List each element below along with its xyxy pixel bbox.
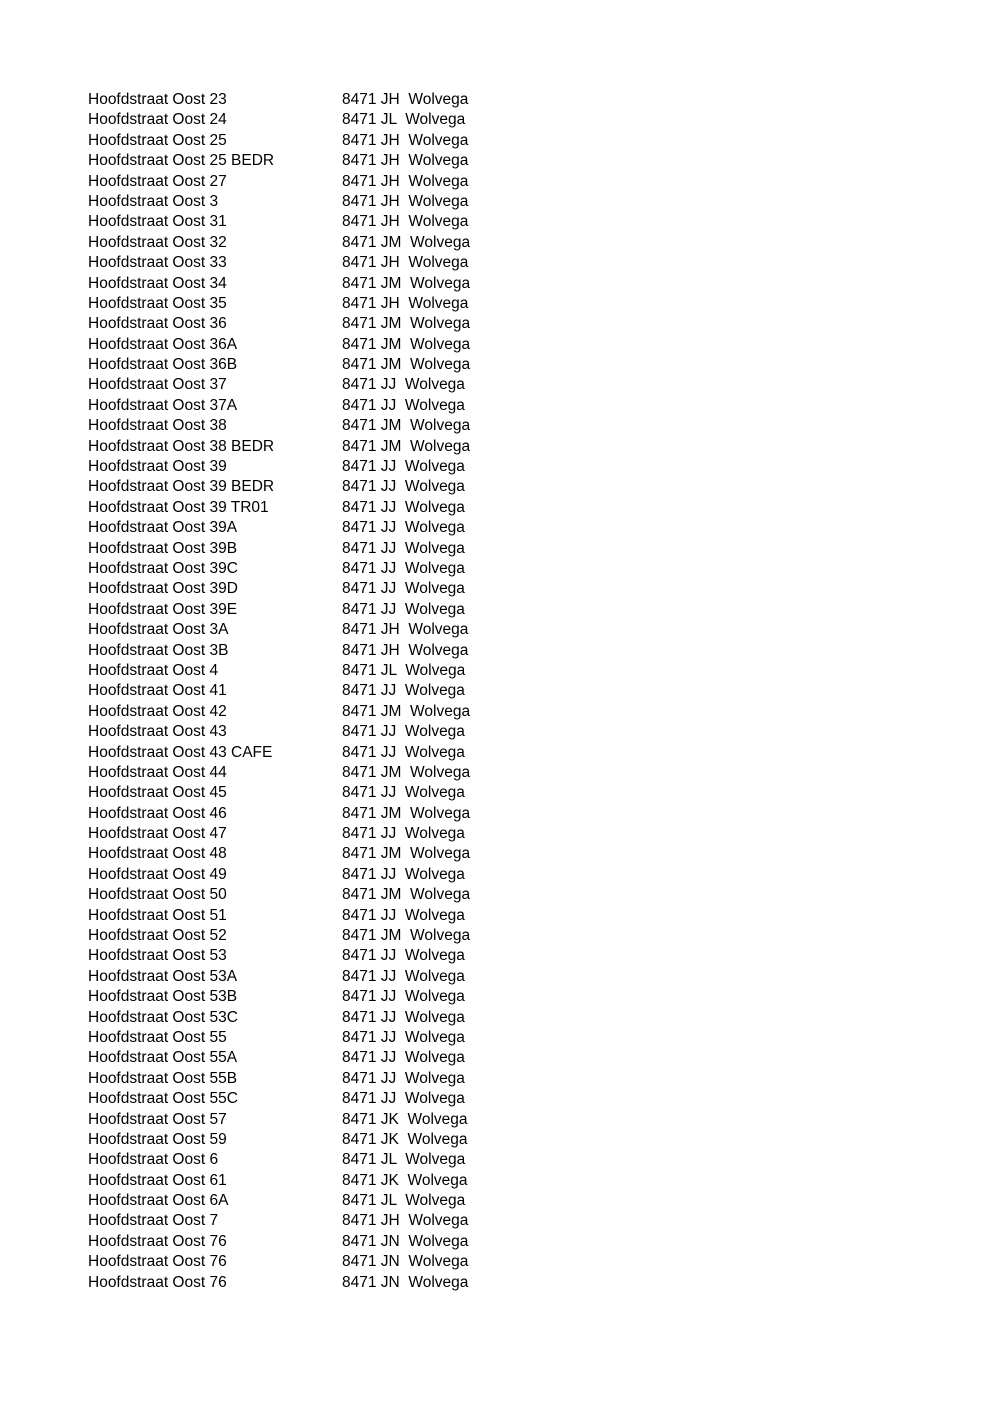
- address-row: [88, 1089, 470, 1109]
- postcode-city: 8471 JM Wolvega: [342, 845, 471, 863]
- address-row: [88, 498, 470, 518]
- address-row: [88, 987, 470, 1007]
- postcode-city: 8471 JL Wolvega: [342, 661, 466, 679]
- street-address: Hoofdstraat Oost 36: [88, 315, 227, 333]
- postcode-city: 8471 JM Wolvega: [342, 927, 471, 945]
- address-row: [88, 967, 470, 987]
- address-row: [88, 1110, 470, 1130]
- address-row: [88, 539, 470, 559]
- street-address: Hoofdstraat Oost 55: [88, 1028, 227, 1046]
- postcode-city: 8471 JJ Wolvega: [342, 723, 465, 741]
- address-row: [88, 1150, 470, 1170]
- street-address: Hoofdstraat Oost 6: [88, 1151, 219, 1169]
- address-row: [88, 335, 470, 355]
- street-address: Hoofdstraat Oost 41: [88, 682, 227, 700]
- postcode-city: 8471 JJ Wolvega: [342, 1008, 465, 1026]
- street-address: Hoofdstraat Oost 33: [88, 254, 227, 272]
- address-row: [88, 620, 470, 640]
- address-row: [88, 253, 470, 273]
- postcode-city: 8471 JH Wolvega: [342, 641, 469, 659]
- address-row: [88, 1211, 470, 1231]
- postcode-city: 8471 JJ Wolvega: [342, 865, 465, 883]
- address-row: [88, 1008, 470, 1028]
- street-address: Hoofdstraat Oost 37: [88, 376, 227, 394]
- address-row: [88, 355, 470, 375]
- street-address: Hoofdstraat Oost 61: [88, 1171, 227, 1189]
- address-row: [88, 1028, 470, 1048]
- address-row: [88, 131, 470, 151]
- address-row: [88, 743, 470, 763]
- address-row: [88, 110, 470, 130]
- address-row: [88, 294, 470, 314]
- street-address: Hoofdstraat Oost 42: [88, 702, 227, 720]
- street-address: Hoofdstraat Oost 34: [88, 274, 227, 292]
- address-row: [88, 274, 470, 294]
- street-address: Hoofdstraat Oost 55C: [88, 1090, 238, 1108]
- street-address: Hoofdstraat Oost 38 BEDR: [88, 437, 275, 455]
- street-address: Hoofdstraat Oost 39 BEDR: [88, 478, 275, 496]
- address-row: [88, 946, 470, 966]
- address-row: [88, 1130, 470, 1150]
- postcode-city: 8471 JJ Wolvega: [342, 743, 465, 761]
- address-row: [88, 559, 470, 579]
- street-address: Hoofdstraat Oost 53: [88, 947, 227, 965]
- street-address: Hoofdstraat Oost 36A: [88, 335, 238, 353]
- postcode-city: 8471 JH Wolvega: [342, 254, 469, 272]
- postcode-city: 8471 JH Wolvega: [342, 213, 469, 231]
- postcode-city: 8471 JM Wolvega: [342, 356, 471, 374]
- street-address: Hoofdstraat Oost 43: [88, 723, 227, 741]
- address-row: [88, 212, 470, 232]
- street-address: Hoofdstraat Oost 39 TR01: [88, 498, 269, 516]
- street-address: Hoofdstraat Oost 50: [88, 886, 227, 904]
- postcode-city: 8471 JJ Wolvega: [342, 376, 465, 394]
- postcode-city: 8471 JM Wolvega: [342, 335, 471, 353]
- address-row: [88, 172, 470, 192]
- address-row: [88, 518, 470, 538]
- street-address: Hoofdstraat Oost 76: [88, 1273, 227, 1291]
- postcode-city: 8471 JM Wolvega: [342, 437, 471, 455]
- postcode-city: 8471 JJ Wolvega: [342, 784, 465, 802]
- address-row: [88, 702, 470, 722]
- postcode-city: 8471 JH Wolvega: [342, 192, 469, 210]
- postcode-city: 8471 JH Wolvega: [342, 172, 469, 190]
- street-address: Hoofdstraat Oost 3A: [88, 621, 229, 639]
- postcode-city: 8471 JJ Wolvega: [342, 580, 465, 598]
- street-address: Hoofdstraat Oost 27: [88, 172, 227, 190]
- address-row: [88, 396, 470, 416]
- address-row: [88, 416, 470, 436]
- address-row: [88, 641, 470, 661]
- postcode-city: 8471 JM Wolvega: [342, 804, 471, 822]
- address-row: [88, 681, 470, 701]
- street-address: Hoofdstraat Oost 43 CAFE: [88, 743, 273, 761]
- address-row: [88, 1252, 470, 1272]
- postcode-city: 8471 JJ Wolvega: [342, 458, 465, 476]
- address-row: [88, 844, 470, 864]
- street-address: Hoofdstraat Oost 31: [88, 213, 227, 231]
- postcode-city: 8471 JM Wolvega: [342, 702, 471, 720]
- street-address: Hoofdstraat Oost 47: [88, 825, 227, 843]
- street-address: Hoofdstraat Oost 3B: [88, 641, 229, 659]
- street-address: Hoofdstraat Oost 39: [88, 458, 227, 476]
- postcode-city: 8471 JJ Wolvega: [342, 825, 465, 843]
- street-address: Hoofdstraat Oost 55A: [88, 1049, 238, 1067]
- postcode-city: 8471 JM Wolvega: [342, 886, 471, 904]
- postcode-city: 8471 JJ Wolvega: [342, 1090, 465, 1108]
- street-address: Hoofdstraat Oost 46: [88, 804, 227, 822]
- street-address: Hoofdstraat Oost 25: [88, 131, 227, 149]
- street-address: Hoofdstraat Oost 39E: [88, 600, 238, 618]
- address-row: [88, 824, 470, 844]
- postcode-city: 8471 JJ Wolvega: [342, 1049, 465, 1067]
- street-address: Hoofdstraat Oost 53B: [88, 988, 238, 1006]
- postcode-city: 8471 JK Wolvega: [342, 1171, 468, 1189]
- street-address: Hoofdstraat Oost 39B: [88, 539, 238, 557]
- address-row: [88, 151, 470, 171]
- postcode-city: 8471 JN Wolvega: [342, 1253, 469, 1271]
- street-address: Hoofdstraat Oost 76: [88, 1232, 227, 1250]
- postcode-city: 8471 JH Wolvega: [342, 152, 469, 170]
- address-row: [88, 906, 470, 926]
- address-row: [88, 579, 470, 599]
- address-row: [88, 1171, 470, 1191]
- postcode-city: 8471 JH Wolvega: [342, 294, 469, 312]
- postcode-city: 8471 JL Wolvega: [342, 1192, 466, 1210]
- postcode-city: 8471 JJ Wolvega: [342, 600, 465, 618]
- address-row: [88, 192, 470, 212]
- address-row: [88, 722, 470, 742]
- address-row: [88, 661, 470, 681]
- address-row: [88, 477, 470, 497]
- postcode-city: 8471 JJ Wolvega: [342, 478, 465, 496]
- postcode-city: 8471 JM Wolvega: [342, 274, 471, 292]
- street-address: Hoofdstraat Oost 6A: [88, 1192, 229, 1210]
- address-row: [88, 314, 470, 334]
- address-row: [88, 763, 470, 783]
- street-address: Hoofdstraat Oost 51: [88, 906, 227, 924]
- street-address: Hoofdstraat Oost 52: [88, 927, 227, 945]
- street-address: Hoofdstraat Oost 39D: [88, 580, 238, 598]
- address-row: [88, 600, 470, 620]
- postcode-city: 8471 JJ Wolvega: [342, 539, 465, 557]
- postcode-city: 8471 JL Wolvega: [342, 1151, 466, 1169]
- postcode-city: 8471 JJ Wolvega: [342, 967, 465, 985]
- postcode-city: 8471 JJ Wolvega: [342, 396, 465, 414]
- address-row: [88, 865, 470, 885]
- street-address: Hoofdstraat Oost 53C: [88, 1008, 238, 1026]
- postcode-city: 8471 JM Wolvega: [342, 315, 471, 333]
- street-address: Hoofdstraat Oost 49: [88, 865, 227, 883]
- postcode-city: 8471 JH Wolvega: [342, 621, 469, 639]
- postcode-city: 8471 JH Wolvega: [342, 91, 469, 108]
- address-row: [88, 437, 470, 457]
- postcode-city: 8471 JM Wolvega: [342, 417, 471, 435]
- address-row: [88, 1048, 470, 1068]
- street-address: Hoofdstraat Oost 23: [88, 91, 227, 108]
- postcode-city: 8471 JJ Wolvega: [342, 906, 465, 924]
- street-address: Hoofdstraat Oost 76: [88, 1253, 227, 1271]
- address-row: [88, 1069, 470, 1089]
- address-row: [88, 1273, 470, 1293]
- street-address: Hoofdstraat Oost 32: [88, 233, 227, 251]
- postcode-city: 8471 JJ Wolvega: [342, 559, 465, 577]
- street-address: Hoofdstraat Oost 53A: [88, 967, 238, 985]
- postcode-city: 8471 JM Wolvega: [342, 233, 471, 251]
- postcode-city: 8471 JJ Wolvega: [342, 947, 465, 965]
- street-address: Hoofdstraat Oost 45: [88, 784, 227, 802]
- street-address: Hoofdstraat Oost 55B: [88, 1069, 238, 1087]
- postcode-city: 8471 JN Wolvega: [342, 1232, 469, 1250]
- address-row: [88, 233, 470, 253]
- postcode-city: 8471 JM Wolvega: [342, 763, 471, 781]
- street-address: Hoofdstraat Oost 24: [88, 111, 227, 129]
- street-address: Hoofdstraat Oost 25 BEDR: [88, 152, 275, 170]
- street-address: Hoofdstraat Oost 38: [88, 417, 227, 435]
- street-address: Hoofdstraat Oost 37A: [88, 396, 238, 414]
- postcode-city: 8471 JH Wolvega: [342, 131, 469, 149]
- postcode-city: 8471 JJ Wolvega: [342, 1028, 465, 1046]
- address-row: [88, 885, 470, 905]
- postcode-city: 8471 JJ Wolvega: [342, 1069, 465, 1087]
- street-address: Hoofdstraat Oost 59: [88, 1130, 227, 1148]
- address-row: [88, 457, 470, 477]
- street-address: Hoofdstraat Oost 4: [88, 661, 219, 679]
- street-address: Hoofdstraat Oost 39A: [88, 519, 238, 537]
- street-address: Hoofdstraat Oost 39C: [88, 559, 238, 577]
- postcode-city: 8471 JJ Wolvega: [342, 519, 465, 537]
- address-row: [88, 375, 470, 395]
- street-address: Hoofdstraat Oost 57: [88, 1110, 227, 1128]
- street-address: Hoofdstraat Oost 48: [88, 845, 227, 863]
- street-address: Hoofdstraat Oost 44: [88, 763, 227, 781]
- address-list: [88, 90, 470, 1293]
- postcode-city: 8471 JL Wolvega: [342, 111, 466, 129]
- address-row: [88, 90, 470, 110]
- street-address: Hoofdstraat Oost 3: [88, 192, 219, 210]
- address-row: [88, 1191, 470, 1211]
- postcode-city: 8471 JN Wolvega: [342, 1273, 469, 1291]
- postcode-city: 8471 JJ Wolvega: [342, 682, 465, 700]
- street-address: Hoofdstraat Oost 35: [88, 294, 227, 312]
- address-row: [88, 783, 470, 803]
- address-row: [88, 926, 470, 946]
- postcode-city: 8471 JK Wolvega: [342, 1110, 468, 1128]
- postcode-city: 8471 JK Wolvega: [342, 1130, 468, 1148]
- postcode-city: 8471 JJ Wolvega: [342, 988, 465, 1006]
- address-row: [88, 1232, 470, 1252]
- postcode-city: 8471 JJ Wolvega: [342, 498, 465, 516]
- street-address: Hoofdstraat Oost 7: [88, 1212, 219, 1230]
- postcode-city: 8471 JH Wolvega: [342, 1212, 469, 1230]
- street-address: Hoofdstraat Oost 36B: [88, 356, 238, 374]
- address-row: [88, 804, 470, 824]
